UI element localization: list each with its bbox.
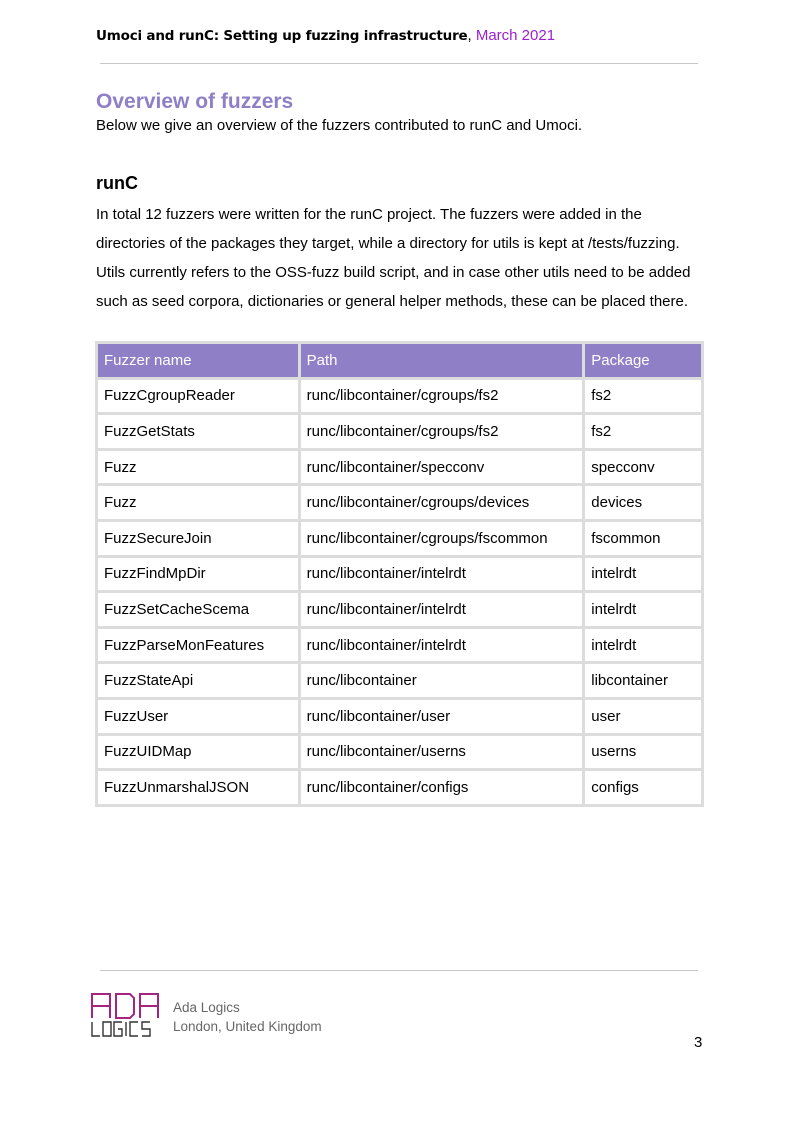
document-title: Umoci and runC: Setting up fuzzing infrastructure <box>96 28 468 44</box>
table-row <box>98 700 701 733</box>
cell-package: intelrdt <box>585 629 701 662</box>
cell-package: intelrdt <box>585 593 701 626</box>
table-body <box>98 380 701 804</box>
subsection-heading: runC <box>96 173 138 193</box>
table-row <box>98 629 701 662</box>
column-header-package: Package <box>585 344 701 377</box>
cell-path: runc/libcontainer <box>301 664 583 697</box>
column-header-fuzzer-name: Fuzzer name <box>98 344 298 377</box>
cell-fuzzer-name: FuzzSetCacheScema <box>98 593 298 626</box>
cell-path: runc/libcontainer/userns <box>301 736 583 769</box>
cell-path: runc/libcontainer/cgroups/fscommon <box>301 522 583 555</box>
cell-fuzzer-name: FuzzUnmarshalJSON <box>98 771 298 804</box>
table-row <box>98 664 701 697</box>
company-block <box>173 998 322 1036</box>
table-row <box>98 736 701 769</box>
table-row <box>98 522 701 555</box>
paragraph-line: Utils currently refers to the OSS-fuzz build script, and in case other utils need to be added <box>96 264 691 281</box>
table-row <box>98 380 701 413</box>
cell-path: runc/libcontainer/intelrdt <box>301 629 583 662</box>
cell-package: userns <box>585 736 701 769</box>
document-date: March 2021 <box>475 27 556 44</box>
table-header-row <box>98 344 701 377</box>
cell-package: fs2 <box>585 415 701 448</box>
cell-path: runc/libcontainer/configs <box>301 771 583 804</box>
column-header-path: Path <box>301 344 583 377</box>
cell-path: runc/libcontainer/cgroups/fs2 <box>301 380 583 413</box>
cell-package: fscommon <box>585 522 701 555</box>
cell-path: runc/libcontainer/specconv <box>301 451 583 484</box>
cell-fuzzer-name: FuzzUser <box>98 700 298 733</box>
cell-package: user <box>585 700 701 733</box>
cell-fuzzer-name: FuzzGetStats <box>98 415 298 448</box>
company-name: Ada Logics <box>173 1000 240 1015</box>
table-row <box>98 593 701 626</box>
paragraph-line: directories of the packages they target, while a directory for utils is kept at /tests/fuzzing. <box>96 235 680 252</box>
header-separator: , <box>467 27 472 44</box>
paragraph-line: such as seed corpora, dictionaries or general helper methods, these can be placed there. <box>96 293 689 310</box>
cell-package: libcontainer <box>585 664 701 697</box>
section-intro: Below we give an overview of the fuzzers contributed to runC and Umoci. <box>96 117 583 134</box>
table-row <box>98 486 701 519</box>
fuzzer-table <box>95 341 704 807</box>
subsection-paragraph <box>96 200 706 316</box>
footer-divider <box>100 970 698 971</box>
cell-package: fs2 <box>585 380 701 413</box>
cell-path: runc/libcontainer/cgroups/fs2 <box>301 415 583 448</box>
company-location: London, United Kingdom <box>173 1019 322 1034</box>
table-row <box>98 415 701 448</box>
table-row <box>98 558 701 591</box>
cell-fuzzer-name: FuzzCgroupReader <box>98 380 298 413</box>
cell-fuzzer-name: FuzzSecureJoin <box>98 522 298 555</box>
cell-package: configs <box>585 771 701 804</box>
cell-fuzzer-name: FuzzParseMonFeatures <box>98 629 298 662</box>
cell-package: intelrdt <box>585 558 701 591</box>
cell-package: specconv <box>585 451 701 484</box>
cell-path: runc/libcontainer/intelrdt <box>301 558 583 591</box>
cell-fuzzer-name: FuzzStateApi <box>98 664 298 697</box>
ada-logics-logo <box>90 990 162 1038</box>
page-number: 3 <box>694 1034 703 1051</box>
cell-fuzzer-name: Fuzz <box>98 451 298 484</box>
paragraph-line: In total 12 fuzzers were written for the runC project. The fuzzers were added in the <box>96 206 642 223</box>
page-header <box>96 27 555 44</box>
cell-package: devices <box>585 486 701 519</box>
table-row <box>98 771 701 804</box>
cell-path: runc/libcontainer/intelrdt <box>301 593 583 626</box>
cell-path: runc/libcontainer/user <box>301 700 583 733</box>
cell-fuzzer-name: Fuzz <box>98 486 298 519</box>
cell-fuzzer-name: FuzzFindMpDir <box>98 558 298 591</box>
section-heading: Overview of fuzzers <box>96 90 294 113</box>
cell-path: runc/libcontainer/cgroups/devices <box>301 486 583 519</box>
cell-fuzzer-name: FuzzUIDMap <box>98 736 298 769</box>
table-row <box>98 451 701 484</box>
header-divider <box>100 63 698 64</box>
